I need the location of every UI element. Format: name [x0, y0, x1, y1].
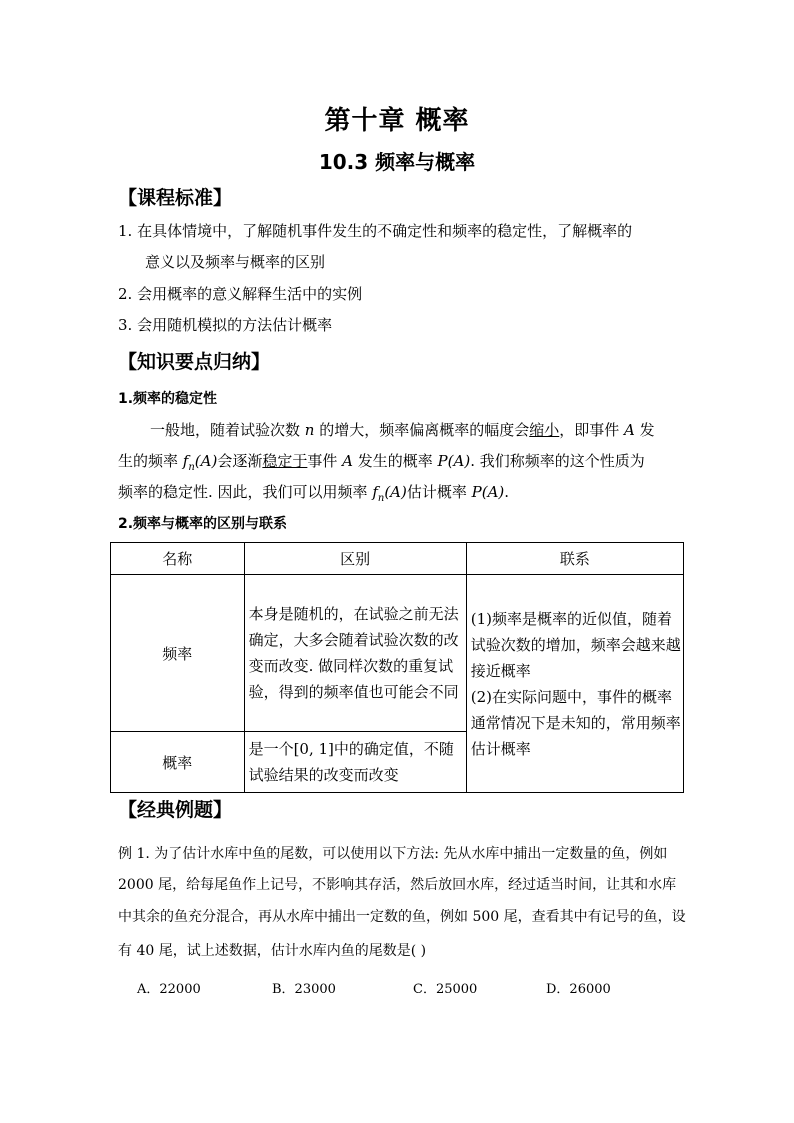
example-1-line-3: 中其余的鱼充分混合，再从水库中捕出一定数的鱼，例如 500 尾，查看其中有记号的鱼，设 — [118, 909, 686, 925]
relation-cell — [466, 575, 683, 793]
header-relation: 联系 — [466, 543, 683, 575]
option-a: A．22000 — [137, 982, 201, 997]
underlined-term: 缩小 — [529, 421, 560, 439]
text: 的增大，频率偏离概率的幅度会 — [314, 421, 530, 439]
knowledge-heading: 【知识要点归纳】 — [118, 351, 271, 373]
frequency-vs-probability-heading: 2.频率与概率的区别与联系 — [118, 516, 288, 532]
math-f: f — [182, 452, 189, 470]
math-P: P(A) — [437, 452, 471, 470]
standard-item-1-line-2: 意义以及频率与概率的区别 — [145, 253, 326, 271]
standard-item-3: 3. 会用随机模拟的方法估计概率 — [118, 316, 333, 334]
chapter-title: 第十章 概率 — [324, 106, 470, 136]
text: . 我们称频率的这个性质为 — [470, 452, 645, 470]
text: 生的频率 — [118, 452, 183, 470]
text: 事件 — [307, 452, 343, 470]
text: 频率的稳定性. 因此，我们可以用频率 — [118, 483, 373, 501]
text: 会逐渐 — [217, 452, 263, 470]
row-probability-name: 概率 — [111, 732, 245, 793]
underlined-term: 稳定于 — [262, 452, 308, 470]
stability-paragraph-line-2 — [118, 450, 645, 473]
header-name: 名称 — [111, 543, 245, 575]
example-1-line-1: 例 1. 为了估计水库中鱼的尾数，可以使用以下方法: 先从水库中捕出一定数量的鱼，例如 — [118, 846, 668, 862]
text: 估计概率 — [406, 483, 472, 501]
header-difference: 区别 — [244, 543, 466, 575]
comparison-table — [110, 542, 684, 793]
example-1-line-2: 2000 尾，给每尾鱼作上记号，不影响其存活，然后放回水库，经过适当时间，让其和水库 — [118, 877, 677, 893]
math-P: P(A) — [471, 483, 505, 501]
option-d: D．26000 — [546, 982, 611, 997]
course-standard-heading: 【课程标准】 — [118, 187, 233, 209]
text: 一般地，随着试验次数 — [150, 421, 305, 439]
row-probability-difference: 是一个[0, 1]中的确定值，不随试验结果的改变而改变 — [244, 732, 466, 793]
stability-paragraph-line-3 — [118, 481, 509, 504]
table-header-row — [111, 543, 684, 575]
math-arg: (A) — [384, 483, 407, 501]
standard-item-2: 2. 会用概率的意义解释生活中的实例 — [118, 285, 363, 303]
relation-1: (1)频率是概率的近似值，随着试验次数的增加，频率会越来越接近概率 — [470, 609, 681, 680]
example-1-line-4: 有 40 尾，试上述数据，估计水库内鱼的尾数是( ) — [118, 943, 427, 959]
math-n: n — [304, 421, 315, 439]
row-frequency-difference: 本身是随机的，在试验之前无法确定，大多会随着试验次数的改变而改变. 做同样次数的重复试验，得到的频率值也可能会不同 — [244, 575, 466, 732]
math-sub-n: n — [377, 493, 385, 504]
math-sub-n: n — [188, 462, 195, 473]
option-b: B．23000 — [272, 982, 336, 997]
math-f: f — [372, 483, 378, 501]
math-arg: (A) — [194, 452, 218, 470]
math-A: A — [624, 421, 635, 439]
examples-heading: 【经典例题】 — [118, 799, 233, 821]
text: 发 — [634, 421, 655, 439]
row-frequency-name: 频率 — [111, 575, 245, 732]
text: 发生的概率 — [353, 452, 438, 470]
math-A: A — [342, 452, 353, 470]
frequency-stability-heading: 1.频率的稳定性 — [118, 391, 218, 407]
relation-2: (2)在实际问题中，事件的概率通常情况下是未知的，常用频率估计概率 — [470, 687, 681, 758]
standard-item-1-line-1: 1. 在具体情境中，了解随机事件发生的不确定性和频率的稳定性，了解概率的 — [118, 222, 633, 240]
option-c: C．25000 — [413, 982, 478, 997]
table-row — [111, 575, 684, 732]
text: ，即事件 — [559, 421, 625, 439]
text: . — [504, 483, 510, 501]
stability-paragraph-line-1 — [150, 419, 655, 440]
section-title: 10.3 频率与概率 — [318, 150, 476, 174]
